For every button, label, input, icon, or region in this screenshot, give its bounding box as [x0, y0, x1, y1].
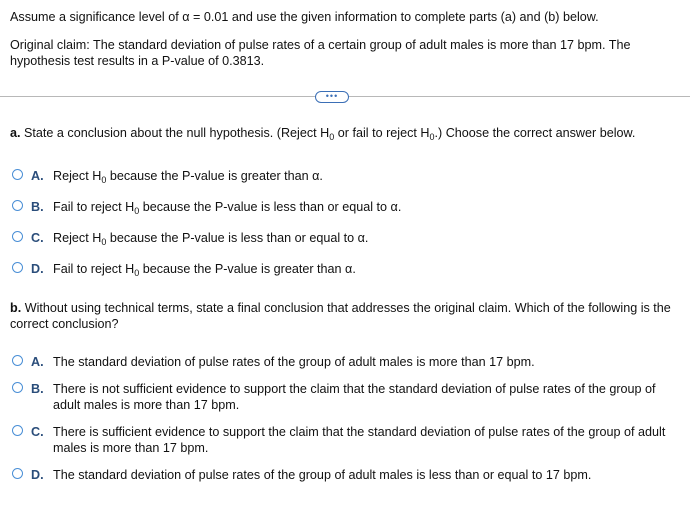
- option-text[interactable]: There is not sufficient evidence to support the claim that the standard deviation of pulse rates of the group of adult males is more than 17 bpm.: [53, 382, 656, 412]
- radio-button[interactable]: [12, 382, 23, 393]
- radio-button[interactable]: [12, 262, 23, 273]
- option-letter: A.: [31, 355, 44, 369]
- option-letter: A.: [31, 169, 44, 183]
- option-letter: C.: [31, 425, 44, 439]
- part-b-option-a[interactable]: [12, 354, 680, 370]
- expand-more-button[interactable]: •••: [315, 91, 349, 103]
- option-letter: B.: [31, 200, 44, 214]
- part-b-label: b.: [10, 301, 22, 315]
- original-claim-text: Original claim: The standard deviation of pulse rates of a certain group of adult males is more than 17 bpm. The hypothesis test results in a P-value of 0.3813.: [10, 38, 631, 68]
- option-letter: C.: [31, 231, 44, 245]
- part-a-prompt: State a conclusion about the null hypothesis. (Reject $H_0$ or fail to reject $H_0$.) Choose the correct answer below.: [24, 126, 636, 142]
- part-b-option-b[interactable]: [12, 381, 680, 413]
- option-text[interactable]: The standard deviation of pulse rates of the group of adult males is less than or equal to 17 bpm.: [53, 468, 592, 482]
- option-letter: D.: [31, 262, 44, 276]
- part-b-option-c[interactable]: [12, 424, 680, 456]
- part-a-option-c[interactable]: [12, 230, 680, 246]
- option-text[interactable]: Fail to reject $H_0$ because the P-value is greater than α.: [53, 262, 356, 278]
- part-a-option-b[interactable]: [12, 199, 680, 215]
- option-text[interactable]: The standard deviation of pulse rates of the group of adult males is more than 17 bpm.: [53, 355, 535, 369]
- intro-text: Assume a significance level of α = 0.01 and use the given information to complete parts (a) and (b) below.: [10, 10, 599, 24]
- option-text[interactable]: Reject $H_0$ because the P-value is greater than α.: [53, 169, 323, 185]
- radio-button[interactable]: [12, 355, 23, 366]
- radio-button[interactable]: [12, 169, 23, 180]
- part-b-option-d[interactable]: [12, 467, 680, 483]
- radio-button[interactable]: [12, 425, 23, 436]
- option-text[interactable]: Fail to reject $H_0$ because the P-value is less than or equal to α.: [53, 200, 402, 216]
- radio-button[interactable]: [12, 200, 23, 211]
- part-a-question: [10, 125, 680, 141]
- option-text[interactable]: There is sufficient evidence to support the claim that the standard deviation of pulse rates of the group of adult males is more than 17 bpm.: [53, 425, 666, 455]
- part-a-option-d[interactable]: [12, 261, 680, 277]
- part-b-prompt: Without using technical terms, state a final conclusion that addresses the original claim. Which of the following is the correct conclusion?: [10, 301, 671, 331]
- part-a-option-a[interactable]: [12, 168, 680, 184]
- option-letter: B.: [31, 382, 44, 396]
- part-a-label: a.: [10, 126, 21, 140]
- part-b-question: [10, 300, 680, 332]
- radio-button[interactable]: [12, 231, 23, 242]
- option-text[interactable]: Reject $H_0$ because the P-value is less than or equal to α.: [53, 231, 369, 247]
- option-letter: D.: [31, 468, 44, 482]
- radio-button[interactable]: [12, 468, 23, 479]
